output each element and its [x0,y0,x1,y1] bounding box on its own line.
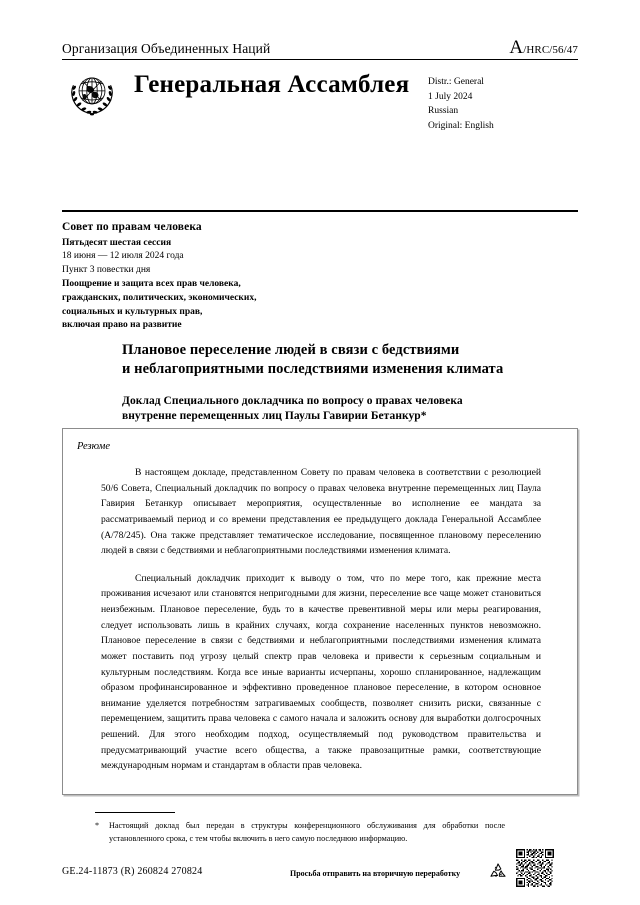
recycle-icon [487,861,509,883]
council-agenda-item: Пункт 3 повестки дня [62,265,151,276]
organization-row [62,38,578,58]
council-agenda-title-line-3: социальных и культурных прав, [62,306,203,317]
report-subtitle-line-2: внутренне перемещенных лиц Паулы Гавирии Бетанкур [122,410,421,423]
general-assembly-title: Генеральная Ассамблея [134,71,410,98]
distribution-date: 1 July 2024 [428,91,473,102]
council-agenda-title-line-1: Поощрение и защита всех прав человека, [62,278,241,289]
masthead-body [62,67,578,134]
report-subtitle-line-2-wrap [122,409,578,425]
recycle-notice: Просьба отправить на вторичную переработку [290,869,461,878]
subtitle-footnote-marker: * [420,410,427,423]
section-divider [62,210,578,212]
document-symbol-rest: /HRC/56/47 [523,44,578,56]
summary-body [101,465,541,774]
distribution-type: Distr.: General [428,77,484,87]
title-block [122,341,578,425]
distribution-block [428,75,578,134]
masthead-divider [62,59,578,60]
summary-paragraph-2: Специальный докладчик приходит к выводу о том, что по мере того, как прежние места проживания исчезают или становятся непригодными для жизни, переселение все чаще может становиться неизбежным. Плановое переселение, будь то в качестве превентивной меры или меры реагирования, следует использовать лишь в крайних случаях, когда сохранение населенных пунктов невозможно. Плановое переселение в связи с бедствиями и неблагоприятными последствиями изменения климата может поставить под угрозу целый спектр прав человека и привести к серьезным социальным и культурным последствиям. Когда все иные варианты исчерпаны, хорошо спланированное, надлежащим образом профинансированное и эффективно проведенное плановое переселение, в котором основное внимание уделяется потребностям затрагиваемых сообществ, позволяет снизить риски, связанные с перемещением, защитить права человека с самого начала и заложить основу для выработки долгосрочных решений. Для этого необходим подход, осуществляемый под руководством правительства и предусматривающий участие всего общества, а также правозащитные рамки, соответствующие международным нормам и стандартам в области прав человека. [101,572,541,772]
summary-paragraph-1: В настоящем докладе, представленном Совету по правам человека в соответствии с резолюцией 50/6 Совета, Специальный докладчик по вопросу о правах человека внутренне перемещенных лиц Паула Гавирия Бетанкур описывает мероприятия, осуществленные во исполнение ее мандата за рассматриваемый период и со времени представления ее предыдущего доклада Генеральной Ассамблее (A/78/245). Она также представляет тематическое исследование, посвященное плановому переселению людей в связи с бедствиями и неблагоприятными последствиями изменения климата. [101,467,541,557]
un-emblem-icon [66,68,118,120]
council-agenda-title-line-4: включая право на развитие [62,320,182,331]
footnote-divider [95,812,175,813]
summary-label: Резюме [77,441,111,452]
report-subtitle-line-1: Доклад Специального докладчика по вопросу о правах человека [122,394,463,407]
council-name: Совет по правам человека [62,221,202,233]
council-block [62,219,502,333]
report-subtitle [122,394,578,425]
job-number: GE.24-11873 (R) 260824 270824 [62,866,203,877]
distribution-language: Russian [428,106,459,117]
council-dates: 18 июня — 12 июля 2024 года [62,251,184,262]
report-title-line-2: и неблагоприятными последствиями изменения климата [122,361,504,378]
document-symbol [509,38,578,57]
footnote-text: Настоящий доклад был передан в структуры конференционного обслуживания для обработки после установленного срока, с тем чтобы включить в него самую последнюю информацию. [109,821,505,843]
organization-name: Организация Объединенных Наций [62,41,271,57]
council-session: Пятьдесят шестая сессия [62,237,172,248]
qr-code-icon [516,849,554,887]
report-title [122,341,578,380]
report-title-line-1: Плановое переселение людей в связи с бедствиями [122,342,460,358]
footnote [95,820,505,845]
distribution-original: Original: English [428,121,494,132]
masthead [62,38,578,134]
document-symbol-letter: A [509,37,524,58]
footnote-marker: * [95,821,100,830]
summary-box [62,428,578,795]
council-agenda-title-line-2: гражданских, политических, экономических, [62,292,257,303]
